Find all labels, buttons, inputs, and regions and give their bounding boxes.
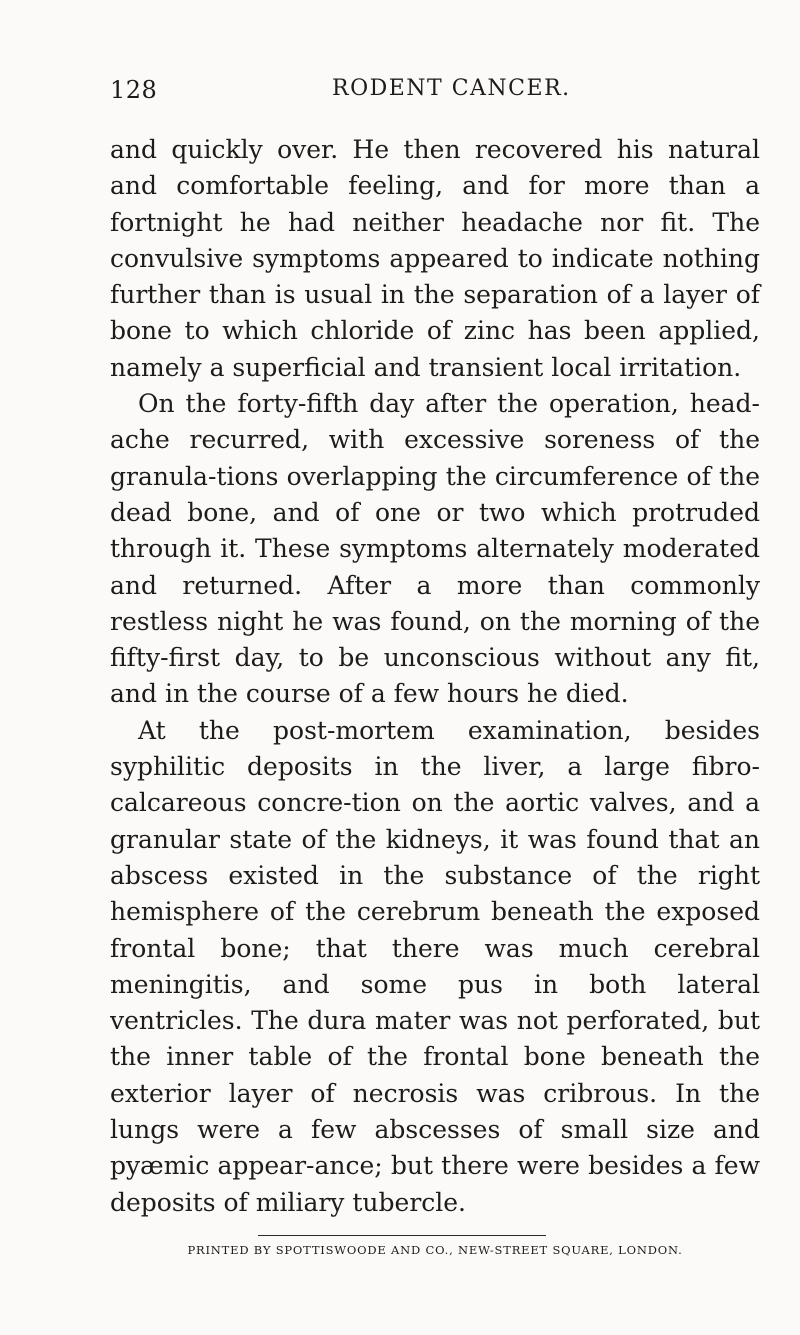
paragraph-1: and quickly over. He then recovered his natural and comfortable feeling, and for more than a fortnight he had neither headache nor fit. The convulsive symptoms appeared to indicate nothing further than is usual in the separation of a layer of bone to which chloride of zinc has been applied, namely a superficial and transient local irritation. (110, 135, 760, 382)
footer-rule (258, 1235, 546, 1236)
page-header (110, 76, 760, 106)
paragraph-3: At the post-mortem examination, besides syphilitic deposits in the liver, a large fibro-calcareous concre-tion on the aortic valves, and a granular state of the kidneys, it was found that an abscess existed in the substance of the right hemisphere of the cerebrum beneath the exposed frontal bone; that there was much cerebral meningitis, and some pus in both lateral ventricles. The dura mater was not perforated, but the inner table of the frontal bone beneath the exterior layer of necrosis was cribrous. In the lungs were a few abscesses of small size and pyæmic appear-ance; but there were besides a few deposits of miliary tubercle. (110, 715, 760, 1217)
paragraph-2: On the forty-fifth day after the operation, head-ache recurred, with excessive soreness of the granula-tions overlapping the circumference of the dead bone, and of one or two which protruded through it. These symptoms alternately moderated and returned. After a more than commonly restless night he was found, on the morning of the fifty-first day, to be unconscious without any fit, and in the course of a few hours he died. (110, 389, 760, 709)
body-text (110, 132, 760, 1221)
running-head: RODENT CANCER. (332, 76, 571, 101)
page-number: 128 (110, 76, 158, 104)
printer-imprint: PRINTED BY SPOTTISWOODE AND CO., NEW-STREET SQUARE, LONDON. (187, 1243, 683, 1257)
